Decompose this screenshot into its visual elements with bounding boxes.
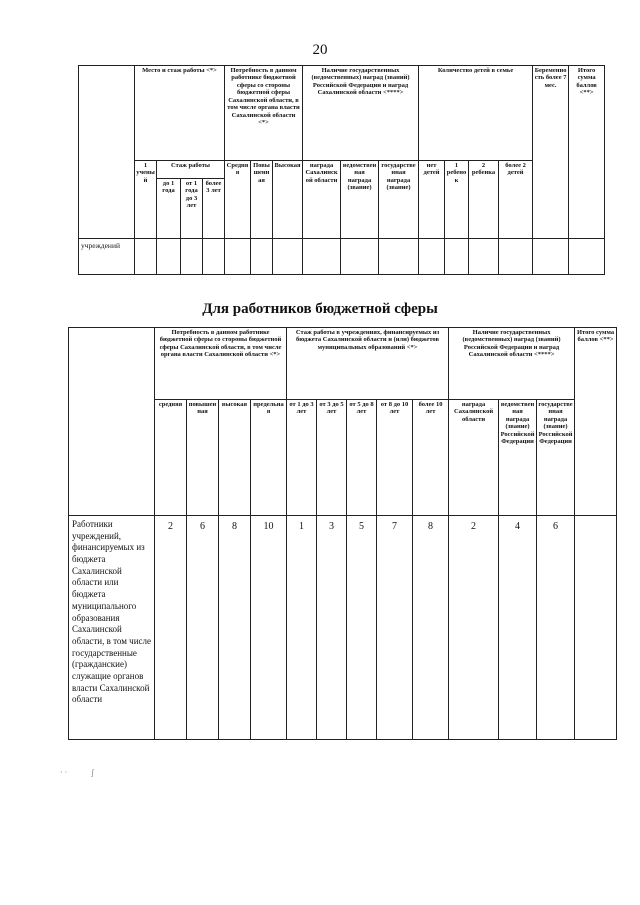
score-award-sakhalin: 2: [449, 516, 499, 740]
header-need: Потребность в данном работнике бюджетной сферы со стороны бюджетной сферы Сахалинской области, в том числе органа власти Сахалинской области <*>: [225, 66, 303, 161]
sub-award-sakhalin: награда Сахалинской области: [303, 161, 341, 239]
score-exp-5-8: 5: [347, 516, 377, 740]
score-need-max: 10: [251, 516, 287, 740]
sub-need-mid: средняя: [155, 400, 187, 516]
sub-exp-1-3: от 1 года до 3 лет: [181, 179, 203, 239]
sub-exp-1-3: от 1 до 3 лет: [287, 400, 317, 516]
score-exp-3-5: 3: [317, 516, 347, 740]
sub-children-more: более 2 детей: [499, 161, 533, 239]
sub-children-two: 2 ребенка: [469, 161, 499, 239]
score-need-high: 6: [187, 516, 219, 740]
sub-need-max: предельная: [251, 400, 287, 516]
sub-experience: Стаж работы: [157, 161, 225, 179]
header-awards: Наличие государственных (ведомственных) наград (званий) Российской Федерации и наград Сахалинской области <****>: [303, 66, 419, 161]
sub-award-state: государственная награда (звание): [379, 161, 419, 239]
sub-exp-gt10: более 10 лет: [413, 400, 449, 516]
scan-marks: · · ʃ: [60, 768, 94, 777]
sub-children-one: 1 ребенок: [445, 161, 469, 239]
sub-need-top: высокая: [219, 400, 251, 516]
sub-children-none: нет детей: [419, 161, 445, 239]
score-total: [575, 516, 617, 740]
sub-need-high: повышенная: [187, 400, 219, 516]
score-exp-gt10: 8: [413, 516, 449, 740]
score-exp-8-10: 7: [377, 516, 413, 740]
sub-award-dept: ведомственная награда (звание): [341, 161, 379, 239]
sub-award-state: государственная награда (звание) Российской Федерации: [537, 400, 575, 516]
scoring-table-continued: [78, 65, 605, 275]
page-number: 20: [312, 42, 328, 58]
row-label-institutions: учреждений: [79, 239, 135, 275]
header-need: Потребность в данном работнике бюджетной сферы со стороны бюджетной сферы Сахалинской области, в том числе органа власти Сахалинской области <*>: [155, 328, 287, 400]
sub-need-mid: Средняя: [225, 161, 251, 239]
score-need-top: 8: [219, 516, 251, 740]
sub-need-top: Высокая: [273, 161, 303, 239]
sub-exp-lt1: до 1 года: [157, 179, 181, 239]
sub-exp-3-5: от 3 до 5 лет: [317, 400, 347, 516]
section-title: Для работников бюджетной сферы: [202, 301, 438, 317]
score-need-mid: 2: [155, 516, 187, 740]
row-header-cell: [69, 328, 155, 516]
scoring-table-budget-workers: [68, 327, 617, 740]
sub-exp-5-8: от 5 до 8 лет: [347, 400, 377, 516]
header-experience: Стаж работы в учреждениях, финансируемых из бюджета Сахалинской области и (или) бюджетов муниципальных образований <*>: [287, 328, 449, 400]
header-pregnancy: Беременность более 7 мес.: [533, 66, 569, 239]
sub-award-dept: ведомственная награда (звание) Российской Федерации: [499, 400, 537, 516]
sub-exp-gt3: более 3 лет: [203, 179, 225, 239]
header-place-experience: Место и стаж работы <*>: [135, 66, 225, 161]
score-award-dept: 4: [499, 516, 537, 740]
sub-first-year: 1 учены й: [135, 161, 157, 239]
score-exp-1-3: 1: [287, 516, 317, 740]
row-header-cell: [79, 66, 135, 239]
sub-award-sakhalin: награда Сахалинской области: [449, 400, 499, 516]
header-children: Количество детей в семье: [419, 66, 533, 161]
sub-exp-8-10: от 8 до 10 лет: [377, 400, 413, 516]
sub-need-high: Повышенная: [251, 161, 273, 239]
header-total: Итого сумма баллов <**>: [569, 66, 605, 239]
header-awards: Наличие государственных (ведомственных) наград (званий) Российской Федерации и наград Сахалинской области <****>: [449, 328, 575, 400]
score-award-state: 6: [537, 516, 575, 740]
header-total: Итого сумма баллов <**>: [575, 328, 617, 516]
row-label-workers: Работники учреждений, финансируемых из бюджета Сахалинской области или бюджета муниципального образования Сахалинской области, в том числе государственные (гражданские) служащие органов власти Сахалинской области: [69, 516, 155, 740]
